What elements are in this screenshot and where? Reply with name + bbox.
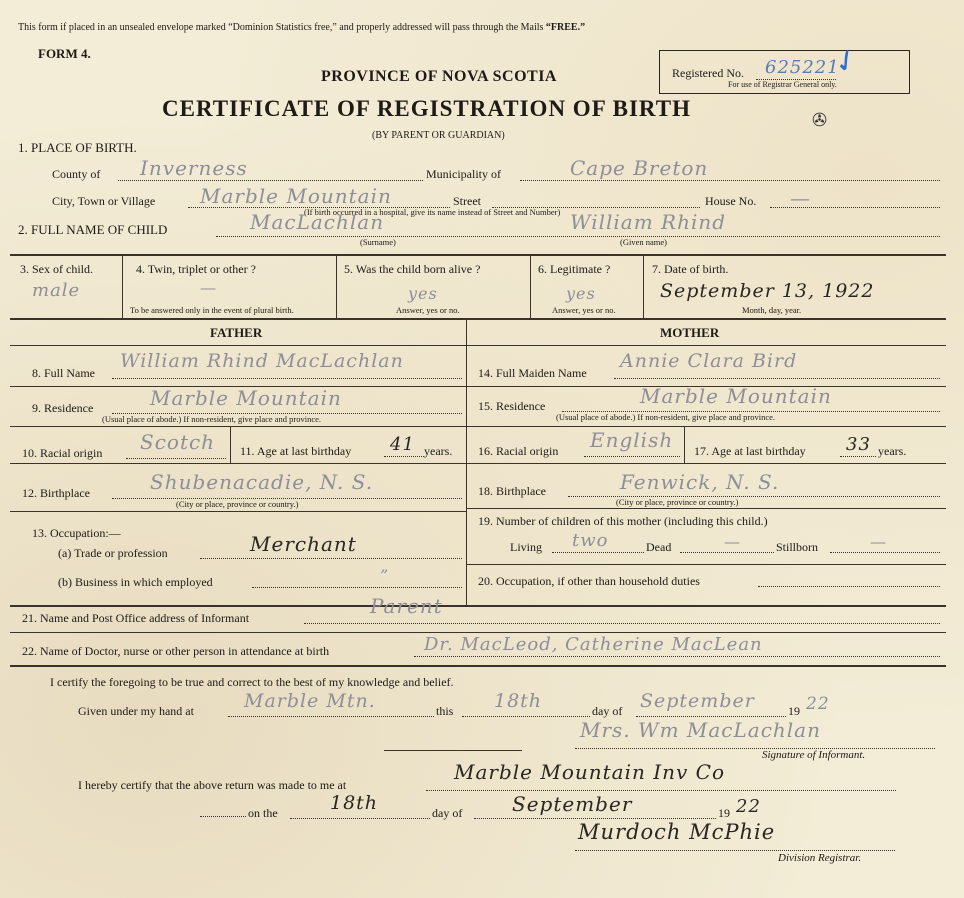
father-residence-value: Marble Mountain xyxy=(150,386,342,410)
column-divider xyxy=(466,319,467,605)
father-trade-label: (a) Trade or profession xyxy=(58,546,168,560)
sex-value: male xyxy=(32,280,81,301)
city-value: Marble Mountain xyxy=(200,184,392,208)
stillborn-value: — xyxy=(870,532,887,551)
legit-value: yes xyxy=(566,284,596,303)
alive-note: Answer, yes or no. xyxy=(396,305,460,315)
municipality-value: Cape Breton xyxy=(570,156,709,180)
divider-row xyxy=(10,318,946,320)
father-years: years. xyxy=(424,444,453,458)
registrar-signature-line xyxy=(575,850,895,851)
mother-birthplace-value: Fenwick, N. S. xyxy=(620,470,780,494)
reg-day-line xyxy=(290,818,430,819)
mother-divider-5 xyxy=(467,564,946,565)
mother-racial-line xyxy=(584,456,680,457)
father-name-label: 8. Full Name xyxy=(32,366,95,380)
given-month-value: September xyxy=(640,690,755,712)
mail-notice-free: “FREE.” xyxy=(545,22,586,33)
stillborn-label: Stillborn xyxy=(776,540,819,554)
registered-label: Registered No. xyxy=(672,66,744,80)
this-label: this xyxy=(436,704,454,718)
given-year-value: 22 xyxy=(806,694,830,714)
certify-text: I certify the foregoing to be true and correct to the best of my knowledge and belief. xyxy=(50,675,454,689)
father-racial-line xyxy=(126,458,226,459)
twin-value: — xyxy=(200,278,217,297)
mother-heading: MOTHER xyxy=(660,325,720,340)
father-trade-value: Merchant xyxy=(250,532,357,556)
father-age-label: 11. Age at last birthday xyxy=(240,444,352,458)
divider-21 xyxy=(10,605,946,607)
mother-birthplace-note: (City or place, province or country.) xyxy=(616,497,739,507)
form-number: FORM 4. xyxy=(38,46,91,61)
father-age-value: 41 xyxy=(390,434,415,455)
doctor-line xyxy=(414,656,940,657)
given-month-line xyxy=(636,716,786,717)
mother-residence-label: 15. Residence xyxy=(478,399,546,413)
registrar-place-value: Marble Mountain Inv Co xyxy=(454,760,726,784)
father-name-line xyxy=(112,378,462,379)
given-day-value: 18th xyxy=(494,690,543,712)
father-business-line xyxy=(252,587,462,588)
given-place-line xyxy=(228,716,434,717)
mother-occupation-label: 20. Occupation, if other than household duties xyxy=(478,574,700,588)
mother-divider-2 xyxy=(467,426,946,427)
mother-age-label: 17. Age at last birthday xyxy=(694,444,806,458)
reg-day-value: 18th xyxy=(330,792,379,814)
legit-label: 6. Legitimate ? xyxy=(538,262,611,276)
street-label: Street xyxy=(453,194,481,208)
mother-divider-3 xyxy=(467,463,946,464)
surname-note: (Surname) xyxy=(360,237,396,247)
registrar-signature-label: Division Registrar. xyxy=(778,852,862,864)
stillborn-line xyxy=(830,552,940,553)
on-the-label: on the xyxy=(248,806,278,820)
twin-note: To be answered only in the event of plural birth. xyxy=(130,305,294,315)
dead-line xyxy=(680,552,774,553)
father-occupation-label: 13. Occupation:— xyxy=(32,526,121,540)
registrar-note: For use of Registrar General only. xyxy=(728,80,837,89)
father-residence-label: 9. Residence xyxy=(32,401,94,415)
county-label: County of xyxy=(52,167,101,181)
dob-value: September 13, 1922 xyxy=(660,280,875,302)
twin-label: 4. Twin, triplet or other ? xyxy=(136,262,256,276)
reg-year-value: 22 xyxy=(736,796,761,817)
given-day-of-label: day of xyxy=(592,704,623,718)
place-of-birth-heading: 1. PLACE OF BIRTH. xyxy=(18,140,137,155)
mail-notice-text: This form if placed in an unsealed envelope marked “Dominion Statistics free,” and properly addressed will pass through the Mails xyxy=(18,22,544,33)
child-name-line xyxy=(216,236,940,237)
given-place-value: Marble Mtn. xyxy=(244,690,376,712)
dob-label: 7. Date of birth. xyxy=(652,262,729,276)
divider-v3 xyxy=(530,255,531,318)
sex-label: 3. Sex of child. xyxy=(20,262,93,276)
dob-note: Month, day, year. xyxy=(742,305,802,315)
father-birthplace-value: Shubenacadie, N. S. xyxy=(150,470,374,494)
municipality-line xyxy=(520,180,940,181)
registrar-place-line xyxy=(426,790,896,791)
city-label: City, Town or Village xyxy=(52,194,156,208)
father-trade-line xyxy=(200,558,462,559)
mother-residence-note: (Usual place of abode.) If non-resident, give place and province. xyxy=(556,412,776,422)
reg-month-line xyxy=(474,818,716,819)
alive-label: 5. Was the child born alive ? xyxy=(344,262,481,276)
mother-racial-label: 16. Racial origin xyxy=(478,444,559,458)
mother-racial-value: English xyxy=(590,428,674,452)
father-name-value: William Rhind MacLachlan xyxy=(120,350,404,372)
divider-cert xyxy=(10,665,946,667)
stamp-mark-icon: ✇ xyxy=(812,110,828,130)
divider-v1 xyxy=(122,255,123,318)
registrar-signature: Murdoch McPhie xyxy=(578,820,776,844)
informant-line xyxy=(304,623,940,624)
mother-residence-value: Marble Mountain xyxy=(640,384,832,408)
alive-value: yes xyxy=(408,284,438,303)
father-business-value: ” xyxy=(380,566,390,585)
dead-value: — xyxy=(724,532,741,551)
informant-signature-line xyxy=(575,748,935,749)
reg-year-prefix: 19 xyxy=(718,806,730,820)
child-name-label: 2. FULL NAME OF CHILD xyxy=(18,222,168,237)
informant-label: 21. Name and Post Office address of Informant xyxy=(22,611,250,625)
father-racial-label: 10. Racial origin xyxy=(22,446,103,460)
father-heading: FATHER xyxy=(210,325,263,340)
municipality-label: Municipality of xyxy=(426,167,501,181)
registered-box xyxy=(659,50,910,94)
father-divider-4 xyxy=(10,511,466,512)
father-business-label: (b) Business in which employed xyxy=(58,575,213,589)
county-value: Inverness xyxy=(140,156,248,180)
mother-name-label: 14. Full Maiden Name xyxy=(478,366,587,380)
registered-line xyxy=(756,79,836,80)
legit-note: Answer, yes or no. xyxy=(552,305,616,315)
street-note: (If birth occurred in a hospital, give its name instead of Street and Number) xyxy=(304,207,561,217)
mother-children-label: 19. Number of children of this mother (including this child.) xyxy=(478,514,768,528)
on-the-leader xyxy=(200,816,246,817)
house-value: — xyxy=(790,186,811,210)
child-given-value: William Rhind xyxy=(570,210,727,234)
mother-age-value: 33 xyxy=(846,434,871,455)
father-residence-note: (Usual place of abode.) If non-resident, give place and province. xyxy=(102,414,322,424)
informant-signature-label: Signature of Informant. xyxy=(762,749,866,761)
living-line xyxy=(552,552,644,553)
divider-heading xyxy=(10,345,946,346)
mother-birthplace-label: 18. Birthplace xyxy=(478,484,546,498)
divider-top xyxy=(10,254,946,256)
father-divider-v xyxy=(230,427,231,463)
given-year-prefix: 19 xyxy=(788,704,800,718)
house-label: House No. xyxy=(705,194,757,208)
father-age-line xyxy=(384,456,424,457)
living-value: two xyxy=(572,530,609,551)
check-mark-icon: ✓ xyxy=(827,40,866,83)
father-divider-3 xyxy=(10,463,466,464)
doctor-value: Dr. MacLeod, Catherine MacLean xyxy=(424,634,763,655)
father-racial-value: Scotch xyxy=(140,430,216,454)
page-subtitle: (BY PARENT OR GUARDIAN) xyxy=(372,130,505,141)
registered-number: 625221 xyxy=(765,57,840,78)
given-day-line xyxy=(462,716,590,717)
father-birthplace-label: 12. Birthplace xyxy=(22,486,90,500)
dead-label: Dead xyxy=(646,540,672,554)
mother-age-line xyxy=(840,456,876,457)
divider-22 xyxy=(10,632,946,633)
registrar-text: I hereby certify that the above return was made to me at xyxy=(78,778,347,792)
child-surname-value: MacLachlan xyxy=(250,210,385,234)
mother-divider-4 xyxy=(467,508,946,509)
father-birthplace-note: (City or place, province or country.) xyxy=(176,499,299,509)
mother-name-line xyxy=(614,378,940,379)
divider-v2 xyxy=(336,255,337,318)
given-note: (Given name) xyxy=(620,237,667,247)
page-title: CERTIFICATE OF REGISTRATION OF BIRTH xyxy=(162,96,691,121)
mother-occupation-line xyxy=(758,586,940,587)
province-heading: PROVINCE OF NOVA SCOTIA xyxy=(321,68,557,85)
informant-signature: Mrs. Wm MacLachlan xyxy=(580,718,821,742)
reg-month-value: September xyxy=(512,792,633,816)
mother-years: years. xyxy=(878,444,907,458)
county-line xyxy=(118,180,423,181)
mother-divider-v xyxy=(684,427,685,463)
mother-name-value: Annie Clara Bird xyxy=(620,350,798,372)
father-divider-2 xyxy=(10,426,466,427)
mail-notice xyxy=(18,22,585,33)
divider-v4 xyxy=(643,255,644,318)
reg-day-of-label: day of xyxy=(432,806,463,820)
given-label: Given under my hand at xyxy=(78,704,194,718)
living-label: Living xyxy=(510,540,542,554)
doctor-label: 22. Name of Doctor, nurse or other person in attendance at birth xyxy=(22,644,330,658)
informant-value: Parent xyxy=(370,594,443,618)
short-rule xyxy=(384,750,522,751)
